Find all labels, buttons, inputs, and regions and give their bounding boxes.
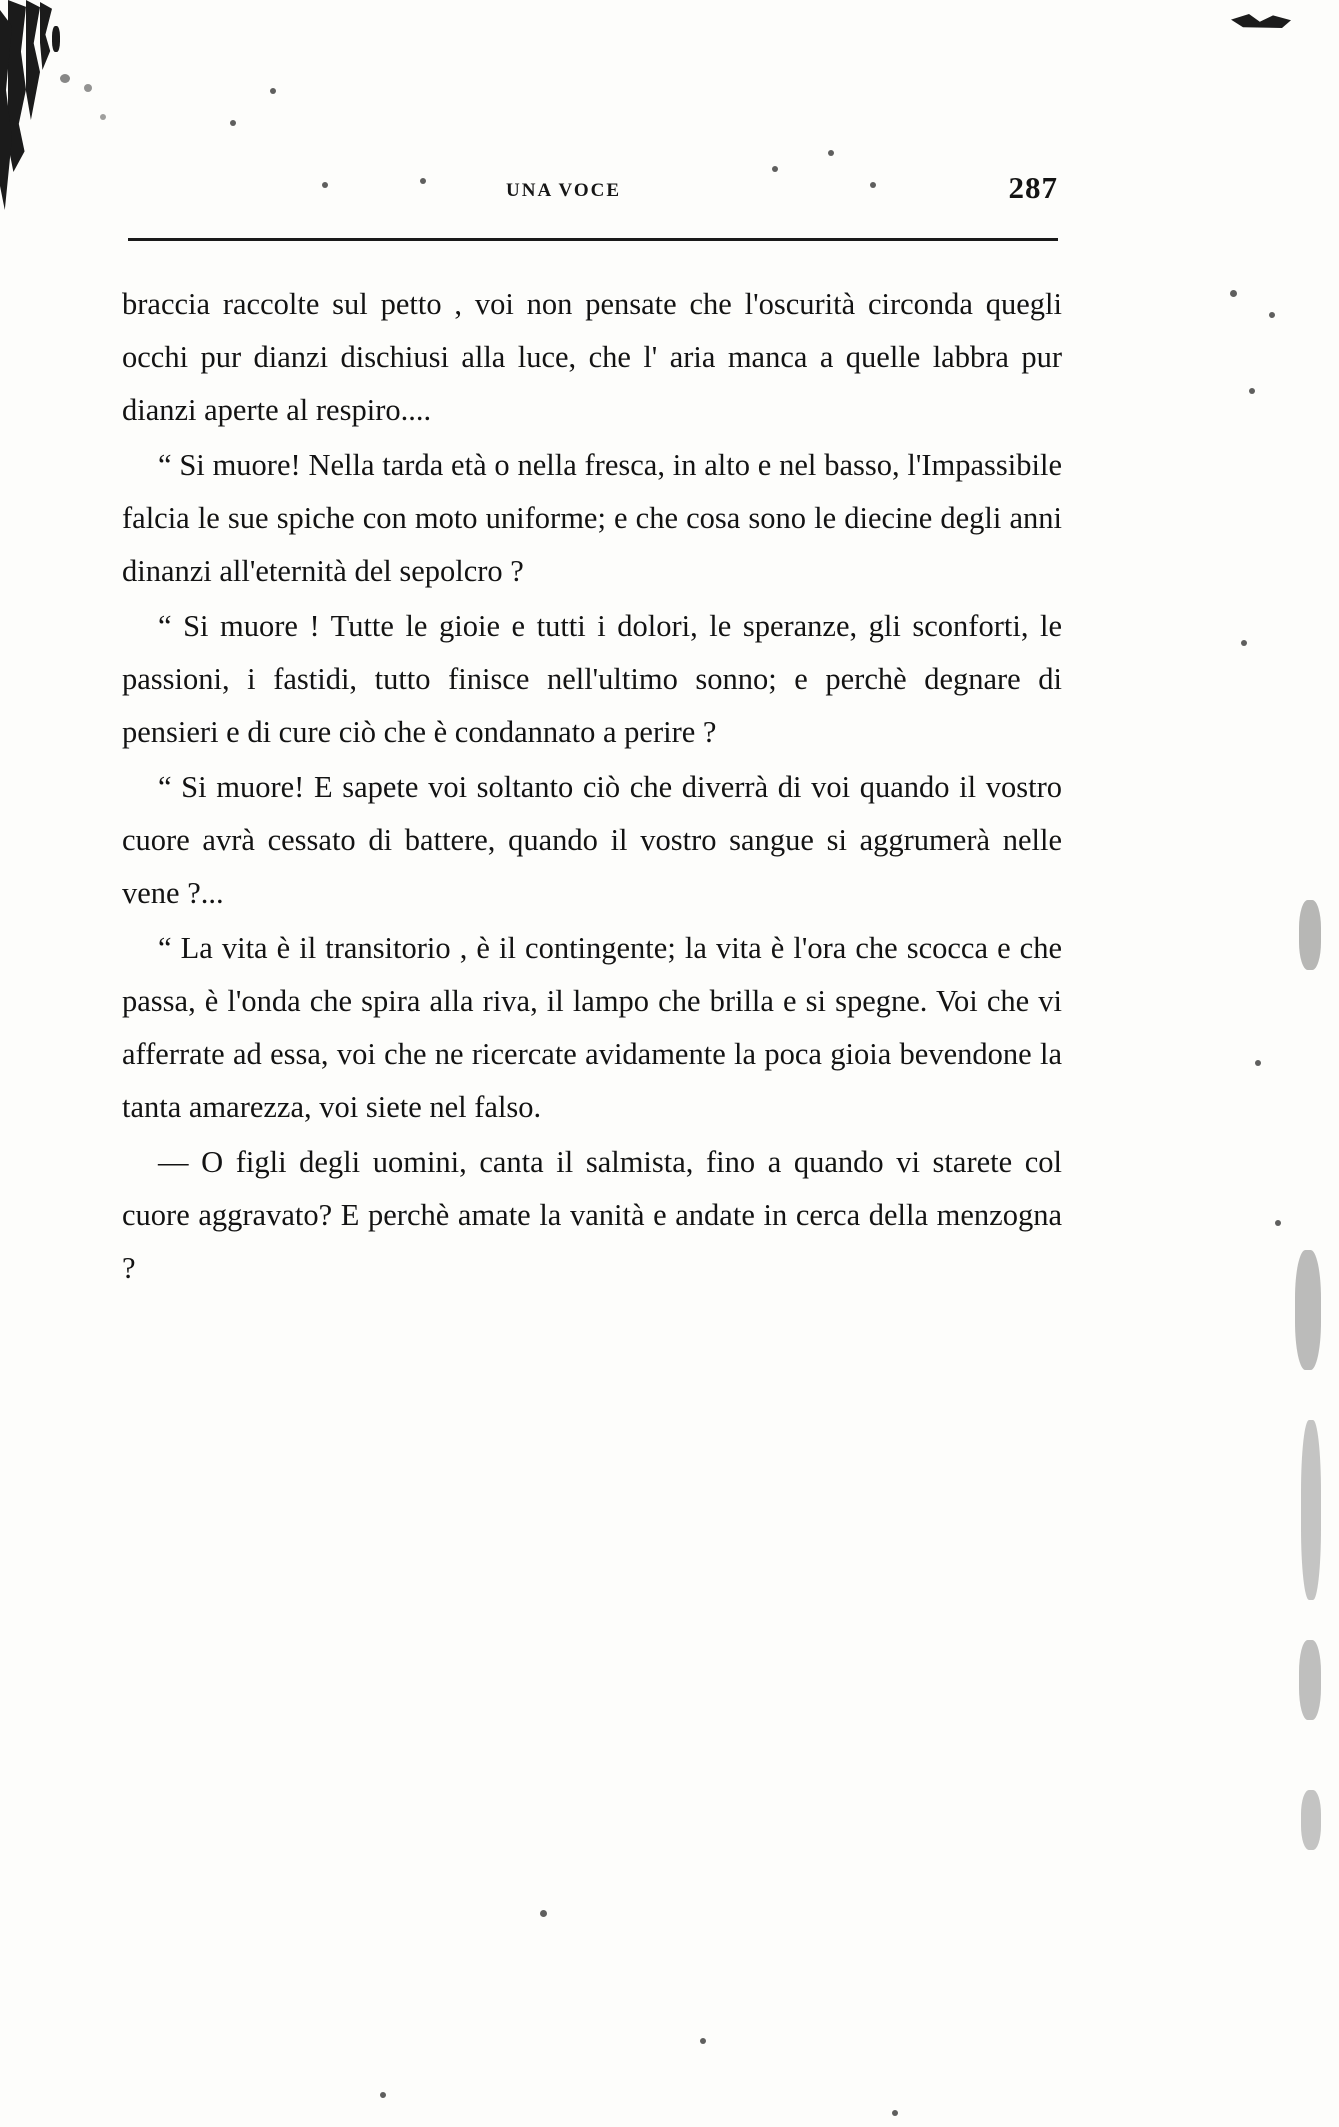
paragraph: “ Si muore! Nella tarda età o nella fresca, in alto e nel basso, l'Impassibile falcia le sue spiche con moto uniforme; e che cosa sono le diecine degli anni dinanzi all'eternità del sepolcro ?: [122, 448, 1062, 588]
paragraph: “ Si muore! E sapete voi soltanto ciò che diverrà di voi quando il vostro cuore avrà cessato di battere, quando il vostro sangue si aggrumerà nelle vene ?...: [122, 770, 1062, 910]
paragraph: braccia raccolte sul petto , voi non pensate che l'oscurità circonda quegli occhi pur dianzi dischiusi alla luce, che l' aria manca a quelle labbra pur dianzi aperte al respiro....: [122, 287, 1062, 427]
paragraph: “ Si muore ! Tutte le gioie e tutti i dolori, le speranze, gli sconforti, le passioni, i fastidi, tutto finisce nell'ultimo sonno; e perchè degnare di pensieri e di cure ciò che è condannato a perire ?: [122, 609, 1062, 749]
header-rule: [128, 238, 1058, 241]
paragraph: “ La vita è il transitorio , è il contingente; la vita è l'ora che scocca e che passa, è l'onda che spira alla riva, il lampo che brilla e si spegne. Voi che vi afferrate ad essa, voi che ne ricercate avidamente la poca gioia bevendone la tanta amarezza, voi siete nel falso.: [122, 931, 1062, 1124]
page-number: 287: [1008, 170, 1058, 205]
paragraph: — O figli degli uomini, canta il salmista, fino a quando vi starete col cuore aggravato? E perchè amate la vanità e andate in cerca della menzogna ?: [122, 1145, 1062, 1285]
running-head: UNA VOCE: [506, 180, 622, 201]
page-header: [128, 170, 1058, 220]
body-text-column: [122, 278, 1062, 1297]
